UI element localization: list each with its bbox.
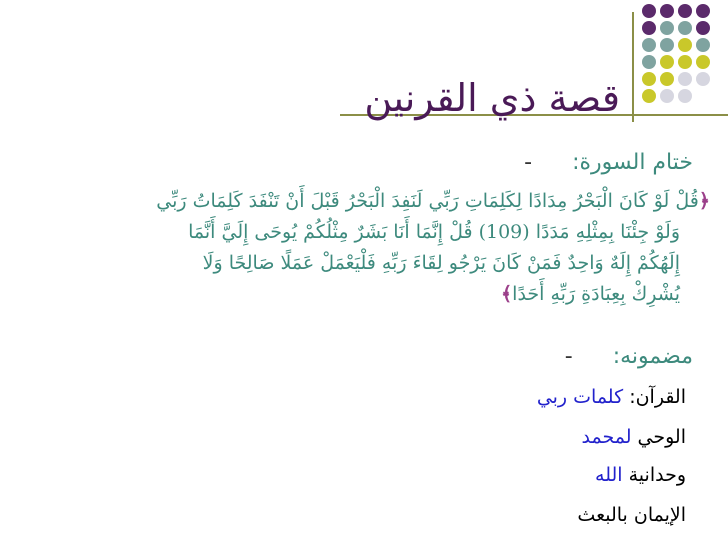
decorative-dot: [678, 38, 692, 52]
decorative-dot: [678, 21, 692, 35]
decorative-dot: [678, 72, 692, 86]
decorative-dot: [642, 38, 656, 52]
decorative-dot: [660, 38, 674, 52]
decorative-dot: [660, 4, 674, 18]
verse-line-1: ﴿قُلْ لَوْ كَانَ الْبَحْرُ مِدَادًا لِكَلِمَاتِ رَبِّي لَنَفِدَ الْبَحْرُ قَبْلَ أَنْ تَنْفَدَ كَلِمَاتُ رَبِّي: [156, 190, 710, 212]
content-item-resurrection: الإيمان بالبعث: [577, 504, 686, 526]
decorative-dot: [678, 89, 692, 103]
decorative-dot: [642, 4, 656, 18]
section-ending-heading: [524, 150, 693, 175]
content-item-oneness: وحدانية الله: [595, 464, 686, 486]
verse-line-4: يُشْرِكْ بِعِبَادَةِ رَبِّهِ أَحَدًا﴾: [501, 283, 680, 305]
decorative-dot: [660, 21, 674, 35]
verse-line-3: إِلَهُكُمْ إِلَهٌ وَاحِدٌ فَمَنْ كَانَ يَرْجُو لِقَاءَ رَبِّهِ فَلْيَعْمَلْ عَمَلًا صَالِحًا وَلَا: [202, 252, 680, 274]
decorative-dot: [642, 55, 656, 69]
decorative-dot: [696, 72, 710, 86]
quran-verse: [22, 186, 710, 310]
decorative-dots: [642, 4, 728, 114]
verse-open-bracket: ﴿: [698, 190, 710, 212]
decorative-dot: [660, 89, 674, 103]
decorative-dot: [642, 21, 656, 35]
decorative-dot: [678, 55, 692, 69]
section-content-heading: [565, 344, 693, 369]
section-ending-colon: :: [572, 150, 580, 175]
verse-close-bracket: ﴾: [501, 283, 513, 305]
verse-line-2: وَلَوْ جِئْنَا بِمِثْلِهِ مَدَدًا (109) قُلْ إِنَّمَا أَنَا بَشَرٌ مِثْلُكُمْ يُوحَى إِلَيَّ أَنَّمَا: [188, 221, 680, 243]
decorative-dot: [696, 38, 710, 52]
decorative-dot: [696, 21, 710, 35]
section-content-dash: -: [564, 344, 573, 369]
section-ending-dash: -: [524, 150, 533, 175]
content-item-revelation: الوحي لمحمد: [581, 426, 686, 448]
decorative-dot: [678, 4, 692, 18]
decorative-dot: [696, 4, 710, 18]
decorative-dot: [642, 89, 656, 103]
decorative-dot: [660, 72, 674, 86]
section-ending-label: ختام السورة: [579, 150, 693, 175]
content-item-quran: القرآن: كلمات ربي: [536, 386, 686, 408]
vertical-divider: [632, 12, 634, 122]
decorative-dot: [696, 55, 710, 69]
decorative-dot: [642, 72, 656, 86]
decorative-dot: [660, 55, 674, 69]
slide-title: قصة ذي القرنين: [364, 76, 620, 120]
section-content-colon: :: [612, 344, 621, 369]
section-content-label: مضمونه: [620, 344, 693, 369]
